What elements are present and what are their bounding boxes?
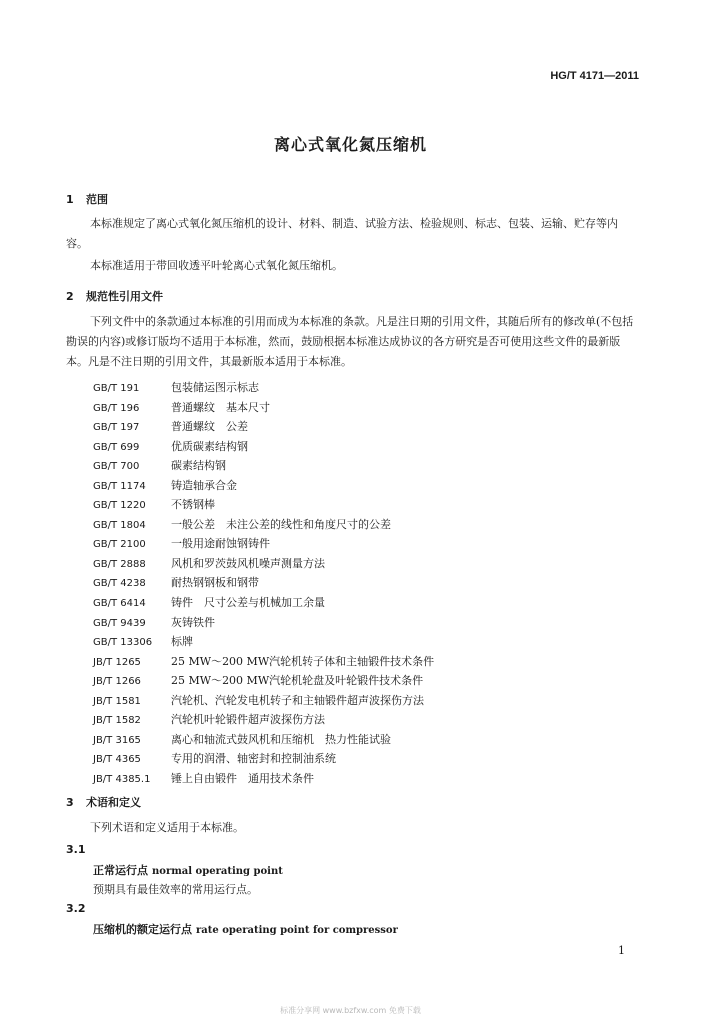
term-3-2-chinese: 压缩机的额定运行点: [93, 923, 192, 936]
reference-title: 铸件 尺寸公差与机械加工余量: [171, 596, 325, 610]
term-3-2-english: rate operating point for compressor: [196, 925, 398, 936]
reference-item: [93, 476, 434, 496]
reference-item: [93, 593, 434, 613]
reference-item: [93, 495, 434, 515]
watermark-text: 标准分享网 www.bzfxw.com 免费下载: [280, 1006, 421, 1015]
reference-title: 包装储运图示标志: [171, 381, 259, 394]
reference-code: GB/T 191: [93, 383, 140, 394]
reference-title: 优质碳素结构钢: [171, 439, 248, 453]
section-2-title: 规范性引用文件: [86, 290, 163, 303]
reference-code: GB/T 2888: [93, 558, 146, 570]
reference-title: 离心和轴流式鼓风机和压缩机 热力性能试验: [171, 732, 391, 746]
reference-item: [93, 456, 434, 476]
reference-item: [93, 417, 434, 437]
section-2-heading: [66, 288, 163, 304]
section-1-paragraph-1: 本标准规定了离心式氧化氮压缩机的设计、材料、制造、试验方法、检验规则、标志、包装、运输、贮存等内容。: [66, 217, 618, 250]
reference-title: 标牌: [171, 635, 193, 649]
reference-code: GB/T 2100: [93, 539, 146, 551]
reference-code: GB/T 13306: [93, 637, 153, 649]
reference-title: 锤上自由锻件 通用技术条件: [171, 771, 314, 785]
section-3-heading: [66, 794, 141, 810]
reference-title: 汽轮机、汽轮发电机转子和主轴锻件超声波探伤方法: [171, 693, 424, 707]
reference-title: 一般用途耐蚀钢铸件: [171, 537, 270, 551]
reference-item: [93, 534, 434, 554]
reference-code: JB/T 3165: [93, 734, 141, 746]
reference-code: JB/T 1581: [93, 695, 141, 707]
reference-item: [93, 554, 434, 574]
reference-code: GB/T 4238: [93, 578, 146, 590]
reference-item: [93, 710, 434, 730]
term-3-2: [93, 921, 398, 937]
section-3-title: 术语和定义: [86, 796, 141, 809]
reference-title: 风机和罗茨鼓风机噪声测量方法: [171, 556, 325, 570]
term-3-1-chinese: 正常运行点: [93, 864, 148, 877]
term-3-1-definition: 预期具有最佳效率的常用运行点。: [93, 883, 258, 896]
reference-code: JB/T 4365: [93, 754, 141, 766]
section-1-title: 范围: [86, 193, 108, 206]
reference-title: 汽轮机叶轮锻件超声波探伤方法: [171, 713, 325, 727]
term-3-1-english: normal operating point: [152, 866, 283, 877]
reference-title: 不锈钢棒: [171, 498, 215, 512]
reference-code: JB/T 1266: [93, 676, 141, 688]
clause-3-1-number: 3.1: [66, 843, 86, 856]
reference-code: GB/T 196: [93, 402, 140, 414]
reference-code: JB/T 1265: [93, 656, 141, 668]
reference-code: GB/T 6414: [93, 598, 146, 610]
normative-reference-list: [93, 378, 434, 788]
reference-code: GB/T 1220: [93, 500, 146, 512]
section-1-number: 1: [66, 193, 74, 206]
standard-code: HG/T 4171—2011: [550, 70, 639, 82]
reference-code: GB/T 1174: [93, 480, 146, 492]
reference-title: 普通螺纹 基本尺寸: [171, 400, 270, 414]
reference-code: GB/T 700: [93, 461, 140, 473]
reference-item: [93, 769, 434, 789]
reference-item: [93, 730, 434, 750]
reference-code: JB/T 1582: [93, 715, 141, 727]
reference-item: [93, 652, 434, 672]
reference-item: [93, 749, 434, 769]
reference-title: 25 MW～200 MW汽轮机转子体和主轴锻件技术条件: [171, 654, 435, 668]
reference-code: GB/T 699: [93, 441, 140, 453]
reference-code: GB/T 9439: [93, 617, 146, 629]
reference-title: 铸造轴承合金: [171, 478, 237, 492]
reference-item: [93, 691, 434, 711]
section-2-intro: 下列文件中的条款通过本标准的引用而成为本标准的条款。凡是注日期的引用文件，其随后所有的修改单(不包括勘误的内容)或修订版均不适用于本标准，然而，鼓励根据本标准达成协议的各方研究是否可使用这些文件的最新版本。凡是不注日期的引用文件，其最新版本适用于本标准。: [66, 315, 634, 368]
reference-title: 灰铸铁件: [171, 615, 215, 629]
reference-title: 一般公差 未注公差的线性和角度尺寸的公差: [171, 517, 391, 531]
reference-title: 专用的润滑、轴密封和控制油系统: [171, 752, 336, 766]
term-3-1: [93, 862, 283, 878]
section-1-heading: [66, 191, 108, 207]
reference-title: 25 MW～200 MW汽轮机轮盘及叶轮锻件技术条件: [171, 674, 424, 688]
clause-3-2-number: 3.2: [66, 902, 86, 915]
reference-title: 普通螺纹 公差: [171, 420, 248, 434]
reference-item: [93, 671, 434, 691]
reference-item: [93, 515, 434, 535]
reference-item: [93, 378, 434, 398]
reference-item: [93, 613, 434, 633]
section-1-paragraph-2: 本标准适用于带回收透平叶轮离心式氧化氮压缩机。: [90, 259, 343, 272]
reference-item: [93, 437, 434, 457]
section-3-number: 3: [66, 796, 74, 809]
reference-code: GB/T 197: [93, 422, 140, 434]
reference-item: [93, 398, 434, 418]
reference-code: JB/T 4385.1: [93, 773, 151, 785]
reference-title: 碳素结构钢: [171, 459, 226, 473]
reference-item: [93, 632, 434, 652]
section-2-number: 2: [66, 290, 74, 303]
reference-code: GB/T 1804: [93, 519, 146, 531]
page-number: 1: [618, 944, 625, 957]
reference-item: [93, 573, 434, 593]
document-title: 离心式氧化氮压缩机: [273, 135, 427, 154]
reference-title: 耐热钢钢板和钢带: [171, 576, 259, 590]
section-3-intro: 下列术语和定义适用于本标准。: [90, 821, 244, 834]
